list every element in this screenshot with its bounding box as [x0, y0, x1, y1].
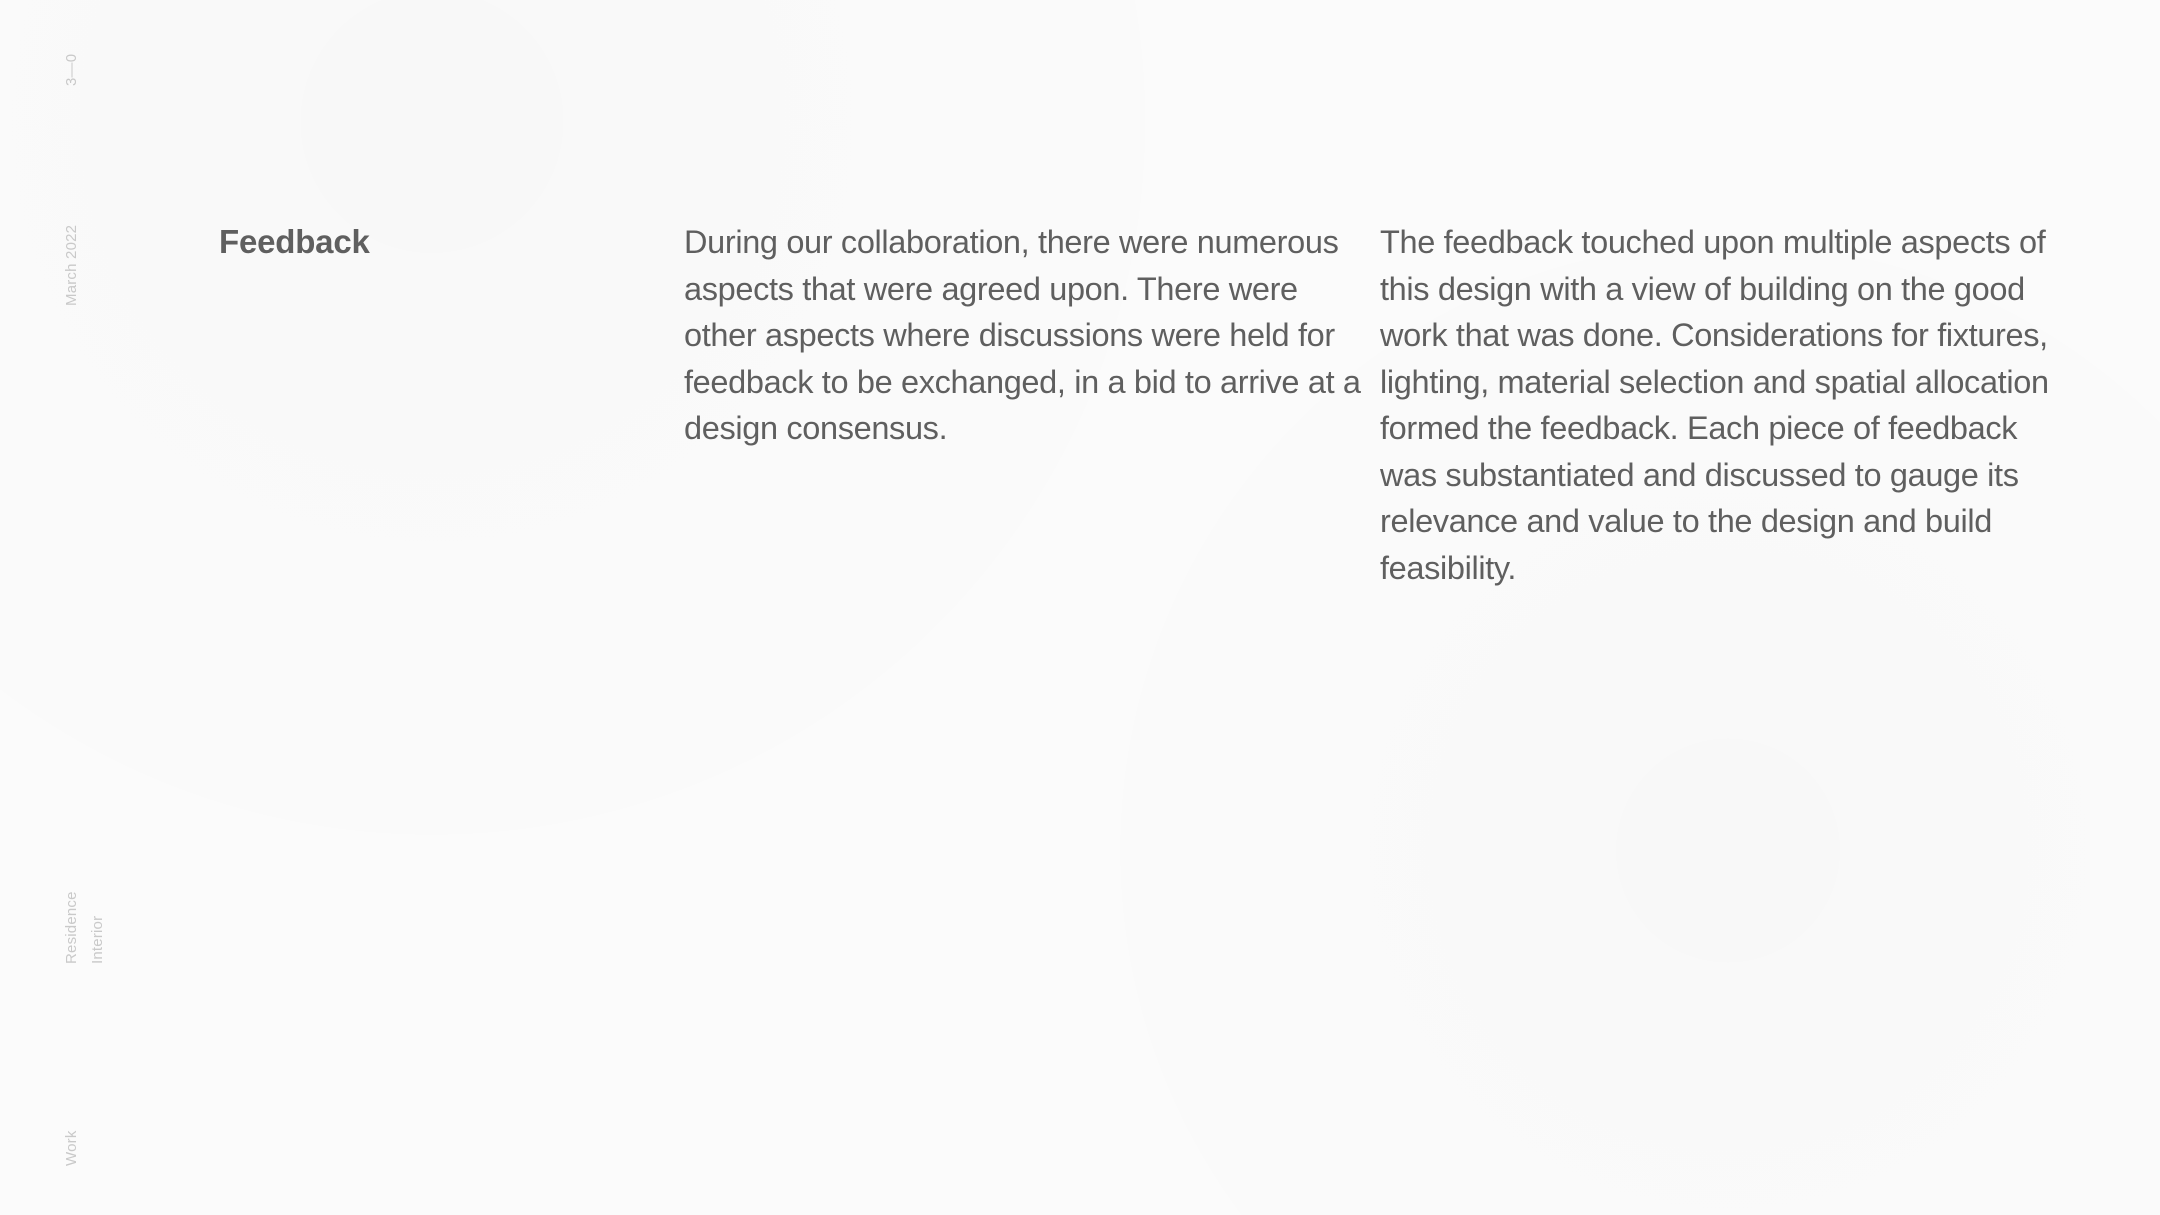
feedback-paragraph-1: During our collaboration, there were numerous aspects that were agreed upon. There were other aspects where discussions were held for feedback to be exchanged, in a bid to arrive at a design consensus.	[684, 224, 1361, 446]
category-label	[59, 891, 111, 964]
date-label: March 2022	[63, 224, 80, 306]
feedback-paragraph-2: The feedback touched upon multiple aspects of this design with a view of building on the good work that was done. Considerations for fixtures, lighting, material selection and spatial allocation formed the feedback. Each piece of feedback was substantiated and discussed to gauge its relevance and value to the design and build feasibility.	[1380, 224, 2049, 586]
category-line-2: Interior	[89, 915, 106, 964]
page-number: 3—0	[63, 53, 80, 86]
category-line-1: Residence	[63, 891, 80, 964]
section-label: Work	[63, 1130, 80, 1166]
page-title: Feedback	[219, 223, 370, 260]
